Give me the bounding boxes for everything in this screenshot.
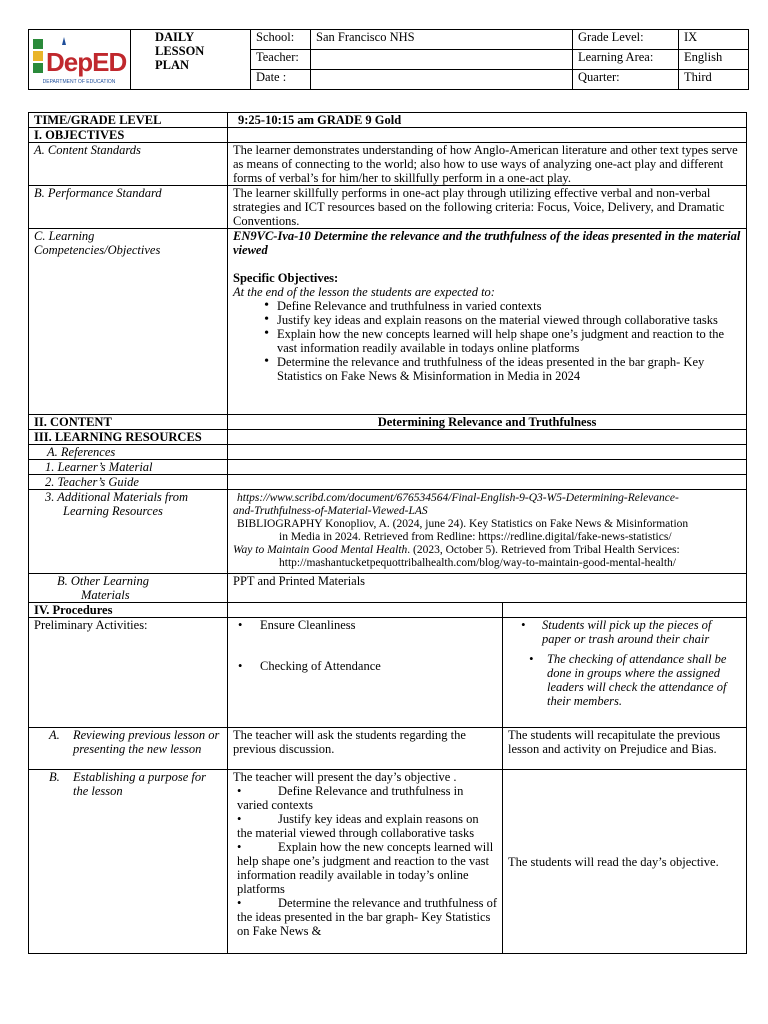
procedures-heading: IV. Procedures [29,603,228,618]
grade-level-value[interactable]: IX [679,30,749,50]
other-materials-label-line: Materials [81,588,130,602]
list-item: • Students will pick up the pieces of paper or trash around their chair [521,618,712,646]
performance-standard-text: The learner skillfully performs in one-act play through utilizing effective verbal and non-verbal strategies and ICT resources based on the following criteria: Focus, Voice, Delivery, and Dramatic Conventions. [228,186,747,229]
bullet-icon: • [238,618,243,632]
other-materials-label [29,574,228,603]
specific-objectives-intro: At the end of the lesson the students are expected to: [233,285,495,299]
school-value[interactable]: San Francisco NHS [311,30,573,50]
step-b-student [503,770,747,954]
plan-title-line: DAILY [155,30,195,44]
step-b-label [29,770,228,954]
resources-heading: III. LEARNING RESOURCES [29,430,228,445]
bullet-icon: • [521,618,526,632]
date-value[interactable] [311,70,573,90]
list-item: • Checking of Attendance [238,659,381,673]
step-b-teacher-intro: The teacher will present the day’s objective . [233,770,457,784]
time-grade-value: 9:25-10:15 am GRADE 9 Gold [228,113,747,128]
teacher-label: Teacher: [251,50,311,70]
objectives-heading-blank [228,128,747,143]
bibliography-entry[interactable]: http://mashantucketpequottribalhealth.com/blog/way-to-maintain-good-mental-health/ [279,557,676,569]
resources-blank [228,430,747,445]
content-standards-label: A. Content Standards [29,143,228,186]
list-item: • Define Relevance and truthfulness in varied contexts [233,299,741,313]
preliminary-label: Preliminary Activities: [29,618,228,728]
step-a-student: The students will recapitulate the previous lesson and activity on Prejudice and Bias. [503,728,747,770]
competency-code: EN9VC-Iva-10 Determine the relevance and the truthfulness of the ideas presented in the material viewed [233,229,741,257]
step-a-teacher: The teacher will ask the students regarding the previous discussion. [228,728,503,770]
teachers-guide-blank [228,475,747,490]
list-item: • Justify key ideas and explain reasons on the material viewed through collaborative tasks [237,812,479,840]
deped-logo-icon [29,31,129,89]
date-label: Date : [251,70,311,90]
teacher-value[interactable] [311,50,573,70]
step-a-text: Reviewing previous lesson or presenting the new lesson [73,728,220,756]
student-preliminary-cell [503,618,747,728]
references-label: A. References [29,445,228,460]
bullet-icon: • [238,659,243,673]
list-item: • Explain how the new concepts learned will help shape one’s judgment and reaction to the vast information readily available in today’s online platforms [237,840,494,896]
plan-title [131,30,251,90]
additional-materials-label-line: 3. Additional Materials from [45,490,189,504]
lesson-plan-table [28,112,747,954]
school-label: School: [251,30,311,50]
learners-material-blank [228,460,747,475]
specific-objectives-heading: Specific Objectives: [233,271,339,285]
bullet-icon: • [237,840,242,854]
deped-logo-cell [29,30,131,90]
list-item: • Determine the relevance and truthfulness of the ideas presented in the bar graph- Key Statistics on Fake News & [237,896,498,938]
list-item: • Explain how the new concepts learned will help shape one’s judgment and reaction to the vast information readily available in todays online platforms [233,327,741,355]
other-materials-label-line: B. Other Learning [57,574,150,588]
step-a-label [29,728,228,770]
objectives-heading: I. OBJECTIVES [29,128,228,143]
bullet-icon: • [529,652,534,666]
step-a-letter: A. [49,728,60,742]
logo-subtext: DEPARTMENT OF EDUCATION [42,78,116,85]
additional-materials-label-line: Learning Resources [63,504,163,518]
content-standards-text: The learner demonstrates understanding of how Anglo-American literature and other text types serve as means of connecting to the world; also how to use ways of analyzing one-act play and different forms of verbal’s for him/her to skillfully perform in a one-act play. [228,143,747,186]
list-item: • The checking of attendance shall be done in groups where the assigned leaders will check the attendance of their members. [529,652,727,708]
other-materials-value: PPT and Printed Materials [228,574,747,603]
header-table [28,29,749,90]
additional-materials-cell [228,490,747,574]
step-b-student-text: The students will read the day’s objective. [508,854,719,869]
teacher-preliminary-cell [228,618,503,728]
references-blank [228,445,747,460]
bibliography-entry: Way to Maintain Good Mental Health. (2023, October 5). Retrieved from Tribal Health Services: [233,544,680,556]
additional-materials-label [29,490,228,574]
specific-objectives-list [233,299,741,383]
bullet-icon: • [237,812,242,826]
bullet-icon: • [264,354,269,369]
procedures-blank-student [503,603,747,618]
additional-link[interactable]: and-Truthfulness-of-Material-Viewed-LAS [233,505,428,517]
competencies-label: C. Learning Competencies/Objectives [29,229,228,415]
learners-material-label: 1. Learner’s Material [29,460,228,475]
step-b-letter: B. [49,770,60,784]
time-grade-label: TIME/GRADE LEVEL [29,113,228,128]
competencies-cell [228,229,747,415]
list-item: • Justify key ideas and explain reasons on the material viewed through collaborative tasks [233,313,741,327]
bullet-icon: • [264,312,269,327]
step-b-teacher [228,770,503,954]
learning-area-label: Learning Area: [573,50,679,70]
quarter-label: Quarter: [573,70,679,90]
step-b-text: Establishing a purpose for the lesson [73,770,206,798]
svg-text:DepED: DepED [46,46,127,77]
plan-title-line: PLAN [155,58,190,72]
bibliography-entry: in Media in 2024. Retrieved from Redline: https://redline.digital/fake-news-statistics/ [279,531,672,543]
bibliography-entry: BIBLIOGRAPHY Konopliov, A. (2024, june 24). Key Statistics on Fake News & Misinformation [237,518,689,530]
content-title: Determining Relevance and Truthfulness [228,415,747,430]
plan-title-line: LESSON [155,44,205,58]
bullet-icon: • [237,784,242,798]
content-heading: II. CONTENT [29,415,228,430]
procedures-blank-teacher [228,603,503,618]
learning-area-value[interactable]: English [679,50,749,70]
list-item: • Determine the relevance and truthfulness of the ideas presented in the bar graph- Key Statistics on Fake News & Misinformation in Media in 2024 [233,355,741,383]
quarter-value[interactable]: Third [679,70,749,90]
bullet-icon: • [264,326,269,341]
grade-level-label: Grade Level: [573,30,679,50]
list-item: • Define Relevance and truthfulness in varied contexts [237,784,464,812]
bullet-icon: • [264,298,269,313]
teachers-guide-label: 2. Teacher’s Guide [29,475,228,490]
additional-link[interactable]: https://www.scribd.com/document/676534564/Final-English-9-Q3-W5-Determining-Relevance- [237,492,679,504]
performance-standard-label: B. Performance Standard [29,186,228,229]
list-item: • Ensure Cleanliness [238,618,356,632]
bullet-icon: • [237,896,242,910]
